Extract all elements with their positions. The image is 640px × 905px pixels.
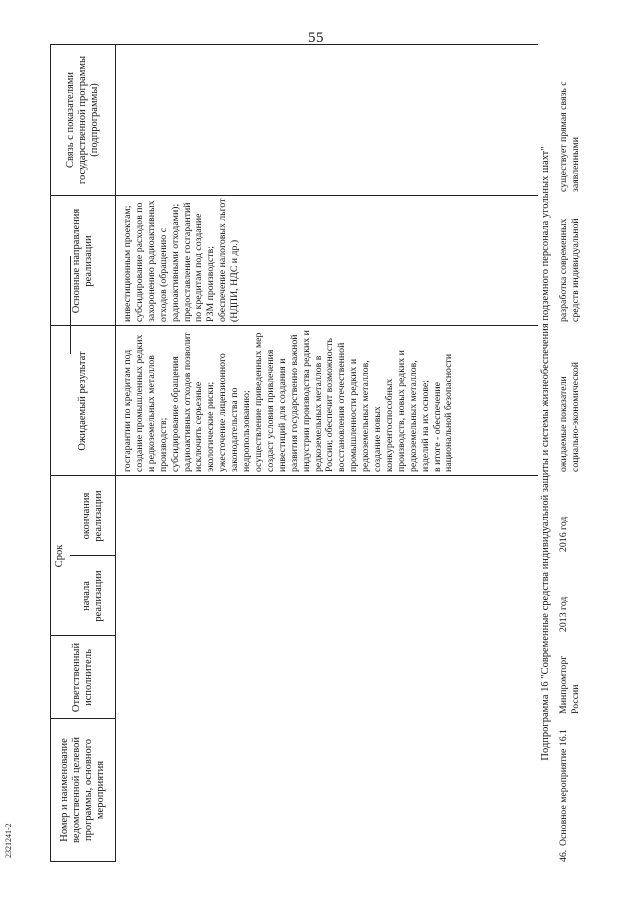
row-link: существует прямая связь с заявленными xyxy=(558,81,581,192)
cell-directions-continued: инвестиционным проектам; субсидирование расходов по захоронению радиоактивных отходов (обращению с радиоактивными отходами); предоставление госгарантий по кредитам под создание РЗМ производств; обеспечение налоговых льгот (НДПИ, НДС и др.) xyxy=(122,198,241,322)
row-program-name: Основное мероприятие 16.1 xyxy=(558,729,569,846)
header-program-name: Номер и наименование ведомственной целевой программы, основного мероприятия xyxy=(58,737,106,843)
col-border-4 xyxy=(70,555,115,556)
header-link: Связь с показателями государственной программы (подпрограммы) xyxy=(64,55,100,185)
row-start: 2013 год xyxy=(558,596,569,632)
col-border-1 xyxy=(50,861,115,862)
col-border-2 xyxy=(50,718,115,719)
header-term: Срок xyxy=(54,544,65,568)
header-directions: Основные направления реализации xyxy=(70,208,94,314)
col-border-5 xyxy=(50,475,538,476)
rotated-table xyxy=(50,42,595,862)
page-number: 55 xyxy=(308,30,324,46)
header-end: окончания реализации xyxy=(80,490,104,542)
header-start: начала реализации xyxy=(80,570,104,622)
col-border-8 xyxy=(50,44,538,45)
document-code: 2321241-2 xyxy=(4,823,13,858)
row-number: 46. xyxy=(558,849,569,862)
subprogram-title: Подпрограмма 16 "Современные средства индивидуальной защиты и системы жизнеобеспечения подземного персонала угольных шахт" xyxy=(540,146,551,761)
header-bottom-rule xyxy=(115,45,116,862)
cell-result-continued: госгарантии по кредитам под создание промышленных редких и редкоземельных металлов производств; субсидирование обращения радиоактивных отходов позволит исключить серьезные экологические риски; ужесточение лицензионного законодательства по недропользованию; осуществление приведенных мер создаст условия привлечения инвестиций для создания и развития государственно важной индустрии производства редких и редкоземельных металлов в России; обеспечит возможность восстановления отечественной промышленности редких и редкоземельных металлов, создание новых конкурентоспособных производств, новых редких и редкоземельных металлов, изделий на их основе; в итоге - обеспечение национальной безопасности xyxy=(122,330,455,472)
header-result: Ожидаемый результат xyxy=(76,351,88,451)
row-executor: Минпромторг России xyxy=(558,655,581,714)
header-executor: Ответственный исполнитель xyxy=(70,642,94,713)
col-border-6 xyxy=(50,325,538,326)
row-result: ожидаемые показатели социально-экономической xyxy=(558,362,581,472)
col-border-7 xyxy=(50,195,538,196)
row-directions: разработка современных средств индивидуальной xyxy=(558,218,581,322)
row-end: 2016 год xyxy=(558,516,569,552)
